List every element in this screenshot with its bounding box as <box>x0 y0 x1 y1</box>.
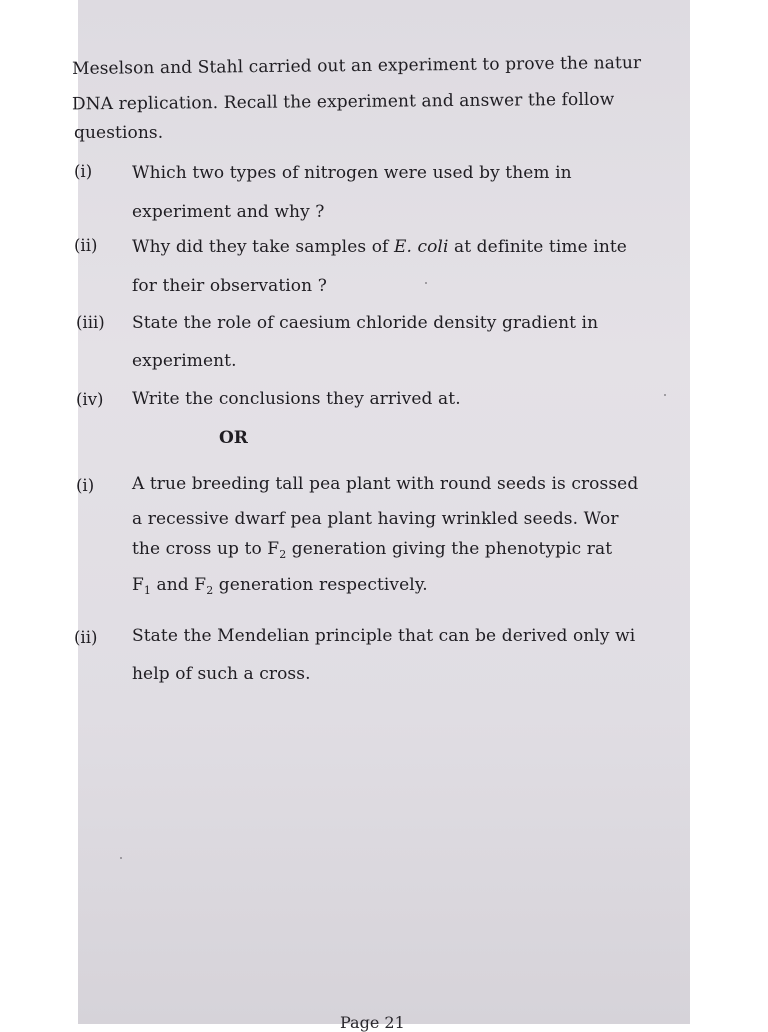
or-separator: OR <box>219 428 248 448</box>
question-text: experiment and why ? <box>132 202 325 222</box>
exam-page <box>71 0 690 1032</box>
intro-line-2: DNA replication. Recall the experiment and answer the follow <box>71 89 615 115</box>
question-number: (i) <box>76 476 95 495</box>
question-text <box>132 539 612 561</box>
question-text-part: and F <box>151 575 207 595</box>
question-text: Write the conclusions they arrived at. <box>132 389 461 409</box>
question-number: (ii) <box>74 628 98 647</box>
question-number: (ii) <box>74 236 98 255</box>
question-number: (i) <box>74 162 93 181</box>
question-number: (iv) <box>76 390 104 409</box>
question-text-part: at definite time inte <box>448 237 627 257</box>
question-text-part: generation giving the phenotypic rat <box>286 539 613 559</box>
question-text-part: the cross up to F <box>132 539 280 559</box>
paper-speck <box>664 394 666 396</box>
paper-speck <box>425 282 427 284</box>
paper-speck <box>120 857 122 859</box>
question-text <box>132 237 627 257</box>
question-text: State the Mendelian principle that can be derived only wi <box>132 626 636 646</box>
question-text: a recessive dwarf pea plant having wrinkled seeds. Wor <box>132 509 619 529</box>
question-text: Which two types of nitrogen were used by them in <box>132 163 572 183</box>
question-text-part: F <box>132 575 144 595</box>
subscript: 1 <box>143 584 152 597</box>
question-text: State the role of caesium chloride density gradient in <box>132 313 599 333</box>
question-text: help of such a cross. <box>132 664 311 684</box>
question-text-part: Why did they take samples of <box>132 237 394 257</box>
question-text-part: generation respectively. <box>213 575 428 595</box>
intro-line-3: questions. <box>74 123 164 143</box>
intro-line-1: Meselson and Stahl carried out an experiment to prove the natur <box>71 53 642 79</box>
question-text: A true breeding tall pea plant with round seeds is crossed <box>132 474 639 494</box>
subscript: 2 <box>279 548 287 561</box>
species-name: E. coli <box>393 237 449 257</box>
page-number: Page 21 <box>340 1013 405 1032</box>
question-text <box>132 575 428 597</box>
question-text: for their observation ? <box>132 276 327 296</box>
question-text: experiment. <box>132 351 237 371</box>
question-number: (iii) <box>76 313 105 332</box>
subscript: 2 <box>206 584 214 597</box>
